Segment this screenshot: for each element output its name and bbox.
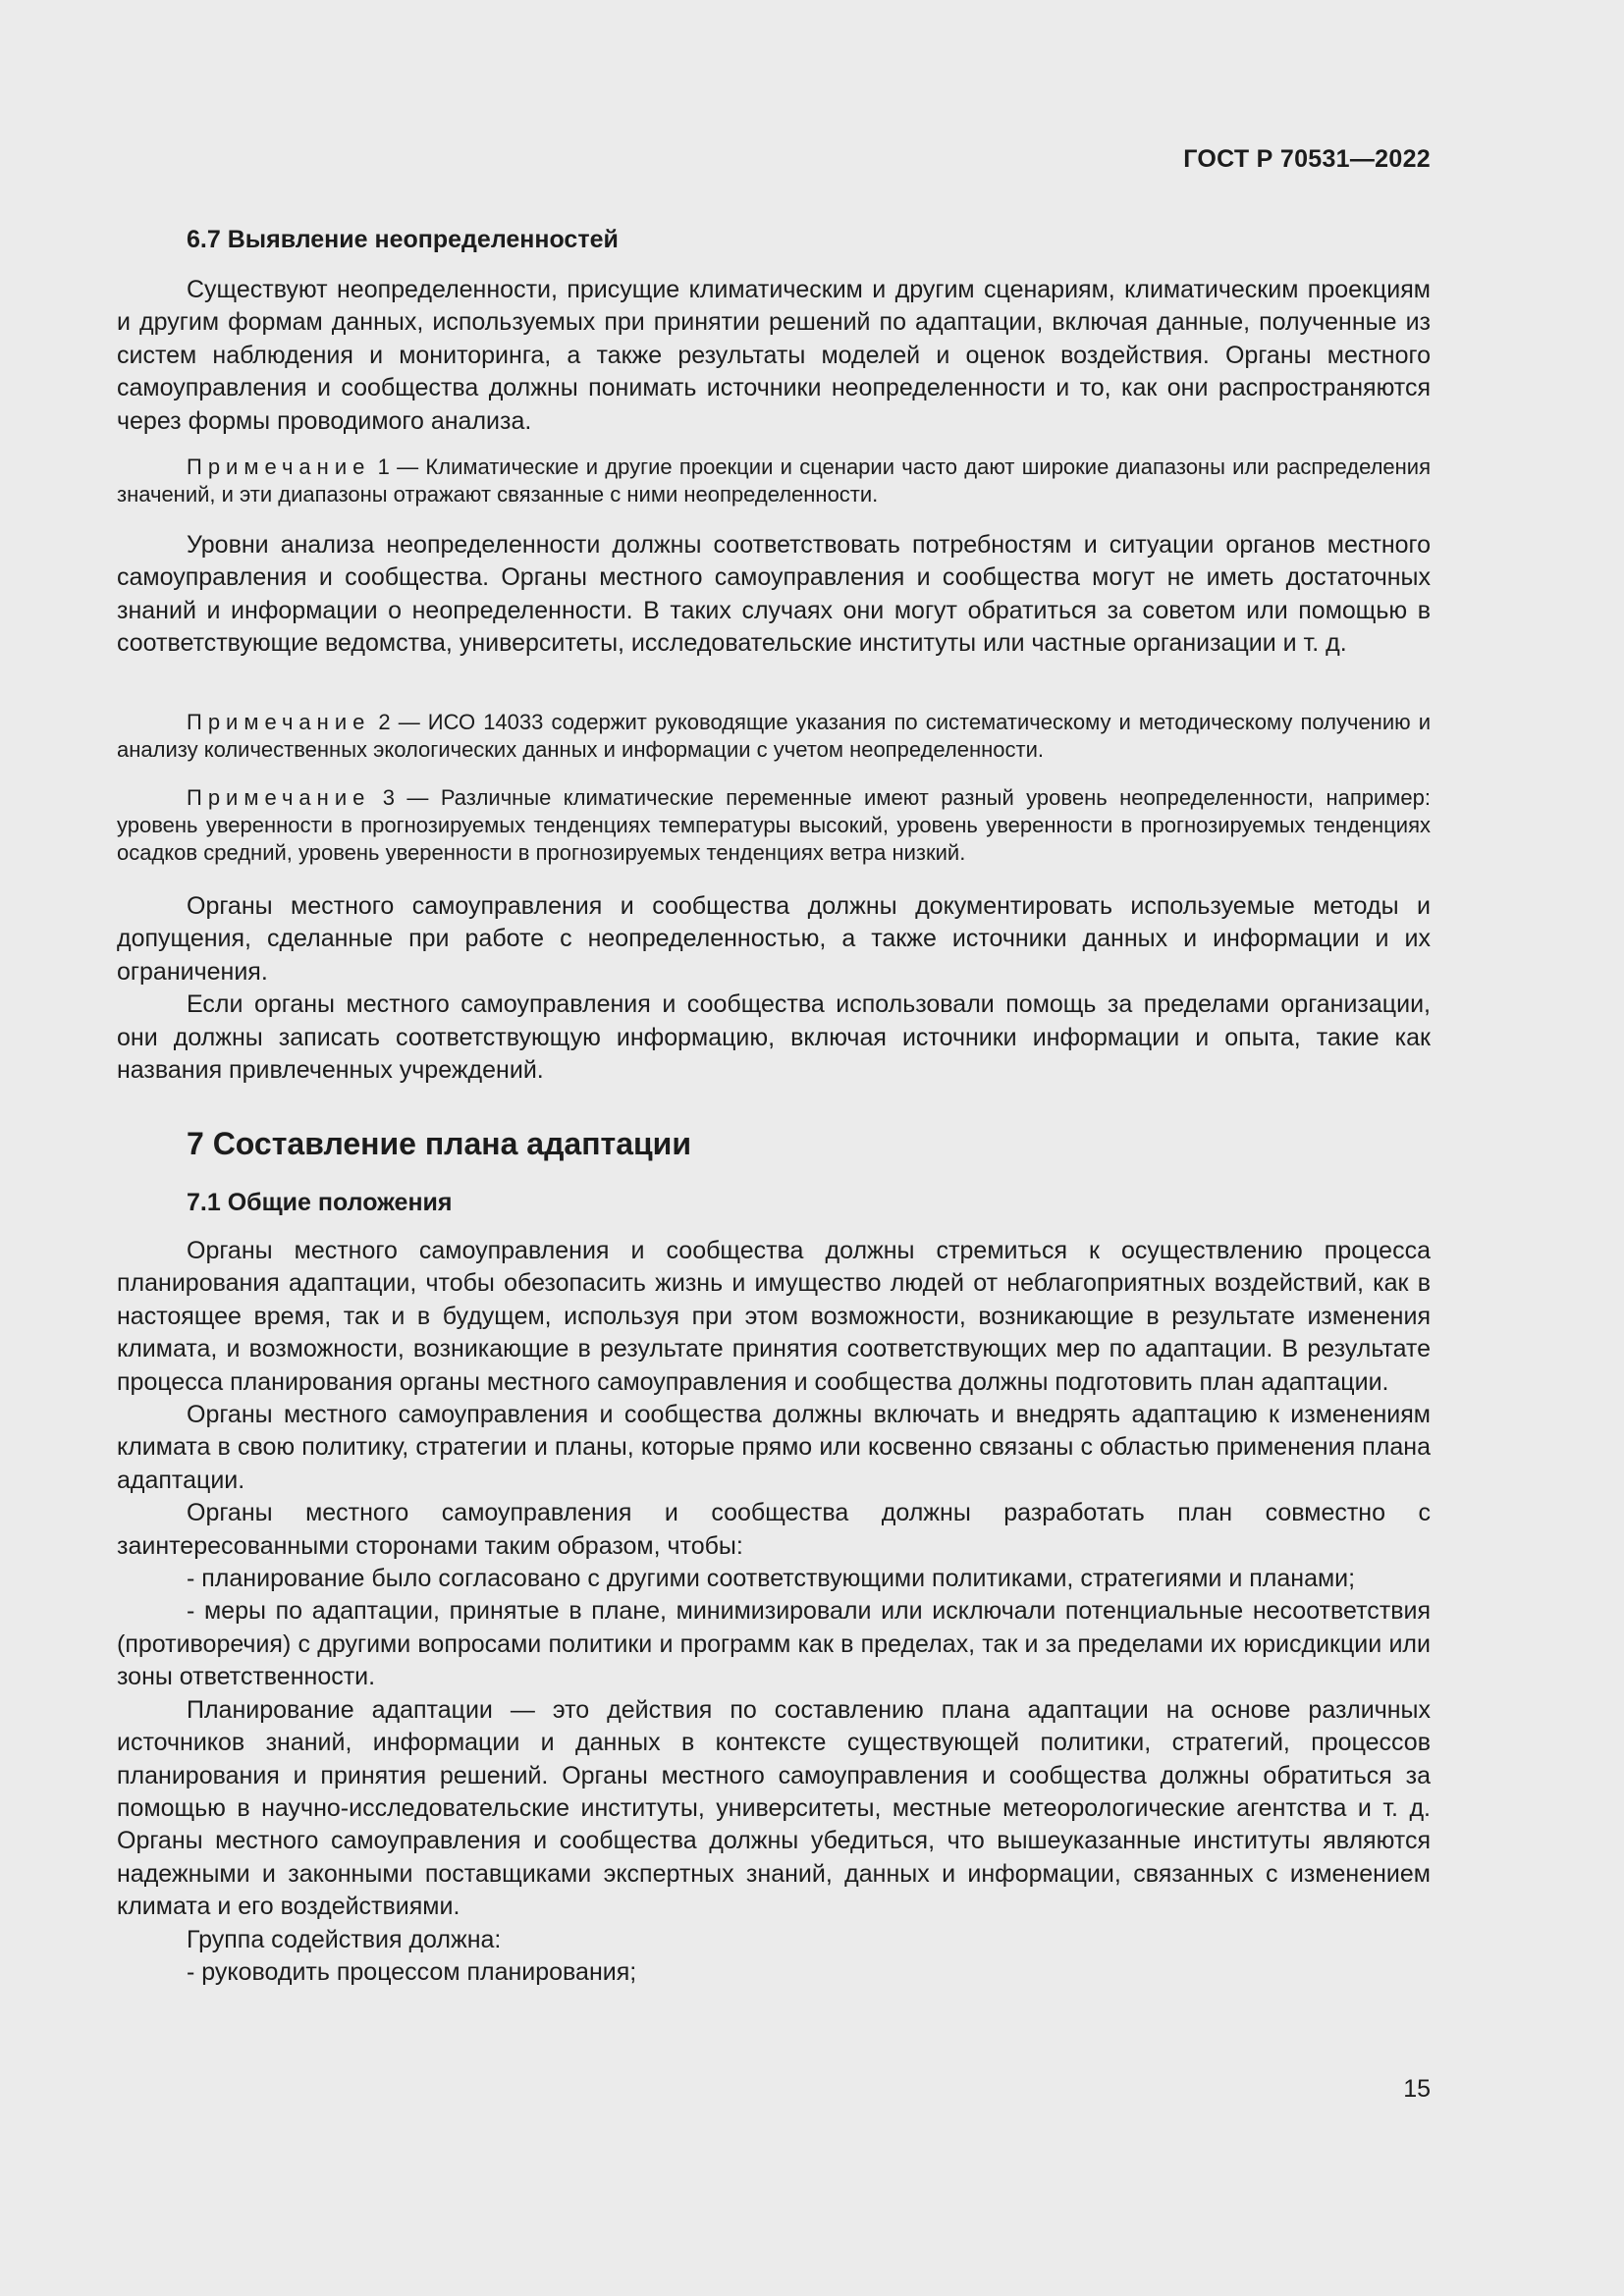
note-text: 2 — ИСО 14033 содержит руководящие указания по систематическому и методическому получению и анализу количественных экологических данных и информации с учетом неопределенности. bbox=[117, 710, 1431, 762]
section-7-1-title: 7.1 Общие положения bbox=[187, 1189, 453, 1216]
paragraph-text: Органы местного самоуправления и сообщества должны включать и внедрять адаптацию к изменениям климата в свою политику, стратегии и планы, которые прямо или косвенно связаны с областью применения плана адаптации. bbox=[117, 1401, 1431, 1494]
paragraph-text: Органы местного самоуправления и сообщества должны стремиться к осуществлению процесса планирования адаптации, чтобы обезопасить жизнь и имущество людей от неблагоприятных воздействий, как в настоящее время, так и в будущем, используя при этом возможности, возникающие в результате изменения климата, и возможности, возникающие в результате принятия соответствующих мер по адаптации. В результате процесса планирования органы местного самоуправления и сообщества должны подготовить план адаптации. bbox=[117, 1237, 1431, 1396]
page-number: 15 bbox=[1403, 2075, 1431, 2103]
paragraph-text: Существуют неопределенности, присущие климатическим и другим сценариям, климатическим проекциям и другим формам данных, используемых при принятии решений по адаптации, включая данные, полученные из систем наблюдения и мониторинга, а также результаты моделей и оценок воздействия. Органы местного самоуправления и сообщества должны понимать источники неопределенности и то, как они распространяются через формы проводимого анализа. bbox=[117, 276, 1431, 435]
paragraph-text: Группа содействия должна: bbox=[187, 1925, 502, 1953]
document-id-header: ГОСТ Р 70531—2022 bbox=[1183, 145, 1431, 173]
note-text: 1 — Климатические и другие проекции и сценарии часто дают широкие диапазоны или распределения значений, и эти диапазоны отражают связанные с ними неопределенности. bbox=[117, 454, 1431, 507]
note-label: Примечание bbox=[187, 710, 371, 734]
paragraph-text: Планирование адаптации — это действия по составлению плана адаптации на основе различных источников знаний, информации и данных в контексте существующей политики, стратегий, процессов планирования и принятия решений. Органы местного самоуправления и сообщества должны обратиться за помощью в научно-исследовательские институты, университеты, местные метеорологические агентства и т. д. Органы местного самоуправления и сообщества должны убедиться, что вышеуказанные институты являются надежными и законными поставщиками экспертных знаний, данных и информации, связанных с изменением климата и его воздействиями. bbox=[117, 1695, 1431, 1921]
note-text: 3 — Различные климатические переменные имеют разный уровень неопределенности, например: уровень уверенности в прогнозируемых тенденциях температуры высокий, уровень уверенности в прогнозируемых тенденциях осадков средний, уровень уверенности в прогнозируемых тенденциях ветра низкий. bbox=[117, 785, 1431, 865]
list-item: - меры по адаптации, принятые в плане, минимизировали или исключали потенциальные несоответствия (противоречия) с другими вопросами политики и программ как в пределах, так и за пределами их юрисдикции или зоны ответственности. bbox=[117, 1597, 1431, 1691]
section-6-7-paragraphs-3-4 bbox=[117, 890, 1431, 1087]
list-item: - планирование было согласовано с другими соответствующими политиками, стратегиями и планами; bbox=[187, 1565, 1356, 1593]
note-3 bbox=[117, 784, 1431, 867]
note-2 bbox=[117, 709, 1431, 764]
paragraph-text: Если органы местного самоуправления и сообщества использовали помощь за пределами организации, они должны записать соответствующую информацию, включая источники информации и опыта, такие как названия привлеченных учреждений. bbox=[117, 990, 1431, 1085]
paragraph-text: Органы местного самоуправления и сообщества должны документировать используемые методы и допущения, сделанные при работе с неопределенностью, а также источники данных и информации и их ограничения. bbox=[117, 892, 1431, 986]
note-1 bbox=[117, 454, 1431, 508]
section-6-7-paragraph-1 bbox=[117, 274, 1431, 438]
list-item: - руководить процессом планирования; bbox=[187, 1957, 637, 1986]
section-7-1-body bbox=[117, 1235, 1431, 1989]
note-label: Примечание bbox=[187, 454, 371, 479]
paragraph-text: Уровни анализа неопределенности должны соответствовать потребностям и ситуации органов местного самоуправления и сообщества. Органы местного самоуправления и сообщества могут не иметь достаточных знаний и информации о неопределенности. В таких случаях они могут обратиться за советом или помощью в соответствующие ведомства, университеты, исследовательские институты или частные организации и т. д. bbox=[117, 531, 1431, 658]
paragraph-text: Органы местного самоуправления и сообщества должны разработать план совместно с заинтересованными сторонами таким образом, чтобы: bbox=[117, 1499, 1431, 1560]
section-6-7-paragraph-2 bbox=[117, 529, 1431, 661]
section-6-7-title: 6.7 Выявление неопределенностей bbox=[187, 226, 619, 253]
note-label: Примечание bbox=[187, 785, 371, 810]
section-7-title: 7 Составление плана адаптации bbox=[187, 1126, 692, 1161]
